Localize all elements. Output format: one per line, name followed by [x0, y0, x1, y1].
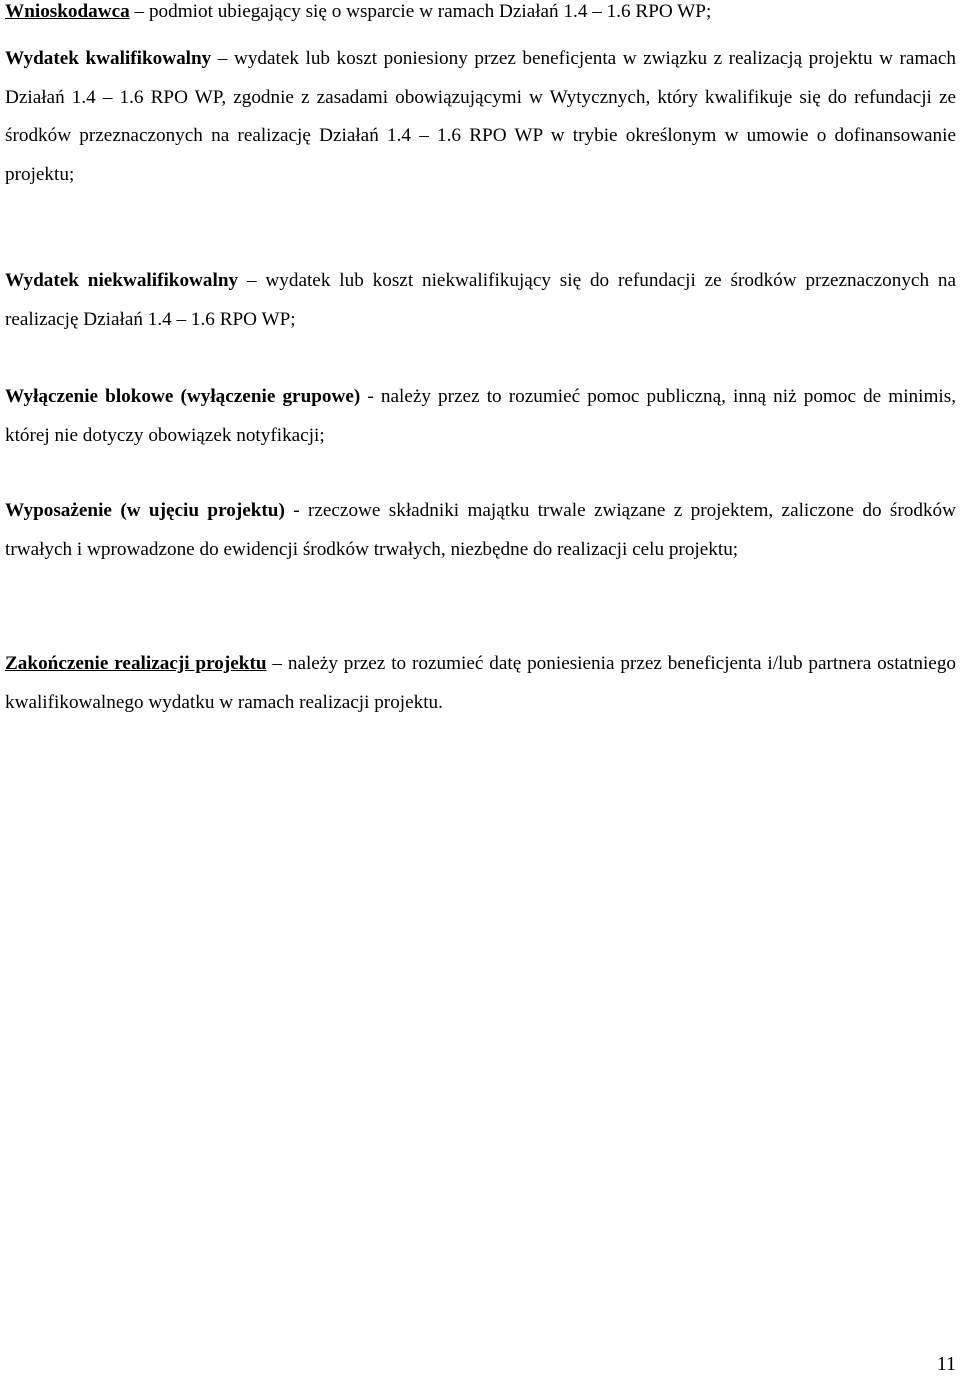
definition-wydatek-niekwalifikowalny: [5, 262, 956, 339]
definition-text: – podmiot ubiegający się o wsparcie w ramach Działań 1.4 – 1.6 RPO WP;: [129, 1, 712, 22]
definition-term: Wydatek kwalifikowalny: [5, 48, 212, 69]
page-number: 11: [936, 1353, 956, 1375]
definition-wnioskodawca: [5, 0, 956, 32]
definition-text: – należy przez to rozumieć datę poniesienia przez beneficjenta i/lub partnera ostatniego kwalifikowalnego wydatku w ramach realizacji projektu.: [5, 653, 957, 713]
definition-term: Wnioskodawca: [5, 1, 130, 22]
definition-term: Wyposażenie (w ujęciu projektu): [5, 500, 285, 521]
definition-text: – wydatek lub koszt poniesiony przez beneficjenta w związku z realizacją projektu w ramach Działań 1.4 – 1.6 RPO WP, zgodnie z zasadami obowiązującymi w Wytycznych, który kwalifikuje się do refundacji ze środków przeznaczonych na realizację Działań 1.4 – 1.6 RPO WP w trybie określonym w umowie o dofinansowanie projektu;: [5, 48, 956, 185]
definition-term: Wydatek niekwalifikowalny: [5, 270, 239, 291]
definition-zakonczenie-realizacji: [5, 645, 956, 722]
definition-wylaczenie-blokowe: [5, 378, 956, 455]
definition-text: - rzeczowe składniki majątku trwale związane z projektem, zaliczone do środków trwałych i wprowadzone do ewidencji środków trwałych, niezbędne do realizacji celu projektu;: [5, 500, 956, 560]
definition-wydatek-kwalifikowalny: [5, 40, 956, 194]
definition-term: Zakończenie realizacji projektu: [5, 653, 267, 674]
definition-wyposazenie: [5, 492, 956, 569]
definition-text: - należy przez to rozumieć pomoc publiczną, inną niż pomoc de minimis, której nie dotyczy obowiązek notyfikacji;: [5, 386, 956, 446]
definition-text: – wydatek lub koszt niekwalifikujący się do refundacji ze środków przeznaczonych na realizację Działań 1.4 – 1.6 RPO WP;: [5, 270, 956, 330]
definition-term: Wyłączenie blokowe (wyłączenie grupowe): [5, 386, 361, 407]
